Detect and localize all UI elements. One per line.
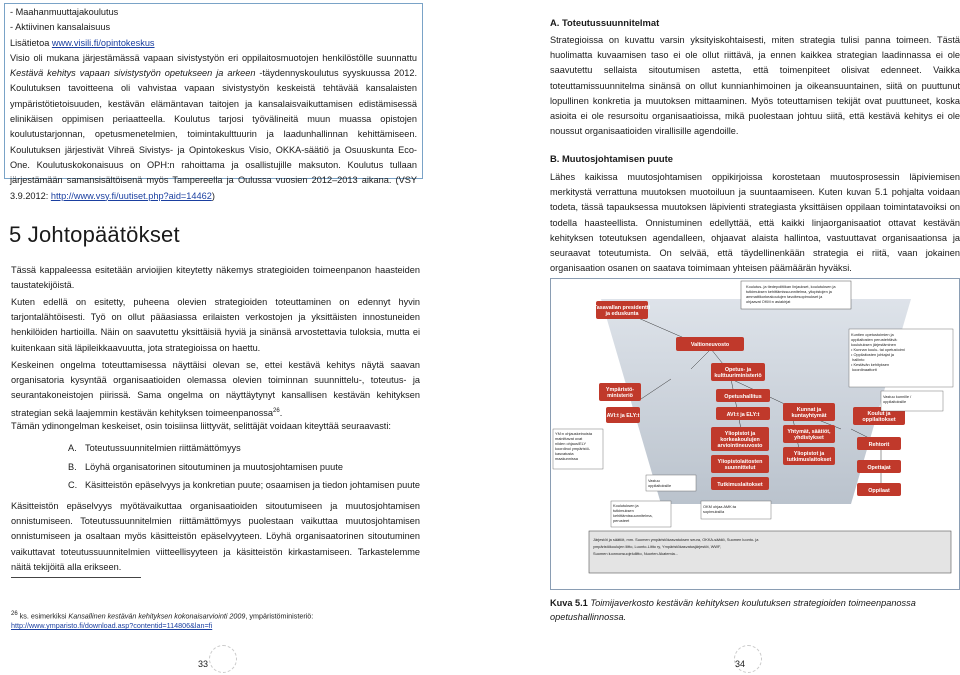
label-ylio: Yliopistot ja tutkimuslaitokset <box>786 451 832 463</box>
heading-b: B. Muutosjohtamisen puute <box>550 153 673 164</box>
box-line: - Aktiivinen kansalaisuus <box>10 22 111 33</box>
figure-diagram <box>550 278 960 590</box>
paragraph: Käsitteistön epäselvyys myötävaikuttaa organisaatioiden sitoutumiseen ja muutosjohtamisen onnistumiseen. Toteutussuunnitelmien riittämättömyys puolestaan vaikuttaa muutosjohtamisen onnistumiseen ja osaltaan myös käsitteistön epäselvyyteen. Löyhä organisaatorinen sitoutuminen vaikuttavat toteutussuunnitelmien viitteellisyyteen ja käsitteistön kirkastamiseen. Tarkastelemme näitä tekijöitä alla erikseen. <box>11 501 420 572</box>
page-number: 34 <box>734 659 745 669</box>
label-oppilaat: Oppilaat <box>868 488 890 494</box>
vsy-link[interactable]: http://www.vsy.fi/uutiset.php?aid=14462 <box>50 190 212 201</box>
right-note: Kuntien opetustoimien ja oppilaitosten perustehtävä: koulutuksen järjestäminen • Kunnan koulu- tai opetustoimi • Oppilaitosten johtajat ja hallinto • Kestävän kehityksen koordinaattorit <box>851 332 905 372</box>
label-rehtori: Rehtorit <box>868 442 890 448</box>
box-info: Lisätietoa www.visili.fi/opintokeskus <box>10 37 155 48</box>
page-number: 33 <box>197 659 208 669</box>
page-right <box>480 0 960 675</box>
list-item: B. Löyhä organisatorinen sitoutuminen ja muutosjohtamisen puute <box>68 462 343 472</box>
network-diagram <box>551 279 959 589</box>
figure-caption: Kuva 5.1 Toimijaverkosto kestävän kehityksen koulutuksen strategioiden toimeenpanossa opetushallinnossa. <box>550 598 916 622</box>
label-amk: Yliopistot ja korkeakoulujen arviointineuvosto <box>717 431 763 449</box>
paragraph: Tämän ydinongelman keskeiset, osin toisiinsa liittyvät, selittäjät voidaan kiteyttää seuraavasti: <box>11 421 391 431</box>
paragraph: Kuten edellä on esitetty, puheena olevien strategioiden toteuttaminen on edennyt hyvin tarjontalähtöisesti. Työ on ollut pääasiassa erilaisten verkostojen ja yksittäisten innostuneiden henkilöiden hartioilla. Näin on saavutettu yksittäisiä hyviä ja sinänsä arvostettavia tuloksia, mutta ei kuitenkaan sitä läpileikkaavuutta, jota strategioissa on haettu. <box>11 297 420 353</box>
label-yhtyma: Yhtymät, säätiöt, yhdistykset <box>787 429 831 441</box>
info-link[interactable]: www.visili.fi/opintokeskus <box>51 37 155 48</box>
label-president: Tasavallan presidentti ja eduskunta <box>593 305 651 317</box>
label-opet: Opettajat <box>867 465 891 471</box>
paragraph: Lähes kaikissa muutosjohtamisen oppikirjoissa korostetaan muutosprosessin läpiviemisen merkitystä verrattuna muutoksen muotoiluun ja suuntaamiseen. Kuten kuvan 5.1 pohjalta voidaan todeta, tässä tapauksessa muutoksen läpivienti strategiasta yksittäisen oppilaan toimintatavoiksi on todella haasteellista. Onnistuminen edellyttää, että kaikki linjaorganisaatiot ottavat kestävän kehityksen toteutuksen agendalleen, ohjaavat alaista hallintoa, vastuuttavat organisaationsa ja seuraavat toteutumista. On selvää, että täydellinenkään strategia ei riitä, vaan jokainen organisaation osanen on saatava toimimaan yhteisen päämäärän hyväksi. <box>550 172 960 274</box>
left-note: YM:n ohjauskeinoista mainittavat ovat niiden ohjaus/ELY koordinoi ympäristö-kasvatusta maakunnissa <box>555 431 592 461</box>
section-heading: 5 Johtopäätökset <box>9 222 180 247</box>
footnote-link[interactable]: http://www.ymparisto.fi/download.asp?contentid=114806&lan=fi <box>11 621 213 631</box>
footnote: $^{26}$ ks. esimerkiksi Kansallinen kestävän kehityksen kokonaisarviointi 2009, ympäristöministeriö: http://www.ymparisto.fi/download.asp?contentid=114806&lan=fi <box>11 611 314 631</box>
box-line: - Maahanmuuttajakoulutus <box>10 7 119 17</box>
list-item: A. Toteutussuunnitelmien riittämättömyys <box>68 443 241 453</box>
label-kunta: Kunnat ja kuntayhtymät <box>791 407 827 419</box>
box-paragraph: Visio oli mukana järjestämässä vapaan sivistystyön eri oppilaitosmuotojen henkilöstölle suunnattu Kestävä kehitys vapaan sivistystyön opetukseen ja arkeen -täydennyskoulutus syyskuussa 2012. Koulutuksen tavoitteena oli vahvistaa vapaan sivistystyön keskeistä tehtävää kansalaisten ympäristötietoisuuden, kestävän elämäntavan taitojen ja kansalaisvaikuttamisen edistämisessä elinikäisen oppimisen periaatteella. Koulutus tarjosi työvälineitä muun muassa opistojen koulutustarjonnan, opetusmenetelmien, toimintakulttuurin ja laadunhallinnan kehittämiseen. Koulutuksen järjestivät Vihreä Sivistys- ja Opintokeskus Visio, OKKA-säätiö ja Osuuskunta Eco-One. Koulutuskokonaisuus on OPH:n rahoittama ja osallistujille maksuton. Koulutus tullaan järjestämään samansisältöisenä myös Tampereella ja Oulussa vuosien 2012–2013 aikana. (VSY 3.9.2012: http://www.vsy.fi/uutiset.php?aid=14462) <box>10 52 418 201</box>
top-note: Koulutus- ja tiedepolitiikan linjaukset, koulutuksen ja tutkimuksen kehittämissuunnitelma, yliopistojen ja ammattikorkeakoulujen tavoitesopimukset ja ohjaavat OKM:n asiakirjat <box>746 284 836 304</box>
paragraph: Tässä kappaleessa esitetään arvioijien kiteytetty näkemys strategioiden toimeenpanon haasteiden taustatekijöistä. <box>11 265 420 291</box>
okm2-note: OKM ohjaa AMK:ta sopimuksilla <box>703 504 737 514</box>
label-ym: Ympäristö-ministeriö <box>605 387 635 399</box>
label-tutki: Tutkimuslaitokset <box>717 482 763 488</box>
label-okm: Opetus- ja kulttuuriministeriö <box>714 367 762 379</box>
heading-a: A. Toteutussuunnitelmat <box>550 17 660 28</box>
label-avi2: AVI:t ja ELY:t <box>726 412 760 418</box>
label-oph: Opetushallitus <box>724 394 762 400</box>
list-item: C. Käsitteistön epäselvyys ja konkretian puute; osaamisen ja tiedon johtamisen puute <box>68 480 421 490</box>
paragraph: Strategioissa on kuvattu varsin yksityiskohtaisesti, miten strategia tulisi panna toimeen. Tästä huolimatta kuvaamisen taso ei ole ollut riittävä, ja ennen kaikkea strategian laadinnassa ei ole saavutettu sellaista sitoutumisen astetta, että toimenpiteet olisivat edenneet. Vaikka toteuttamissuunnitelma sinänsä on ollut kunnianhimoinen ja oikeansuuntainen, siitä on puuttunut lopullinen konkretia ja muutoksen mittaaminen. Myös toteuttamisen tekijät ovat puuttuneet, koska asioita ei ole resursoitu organisaatioissa, mikä puolestaan johtuu siitä, että kestävä kehitys ei ole noussut organisaatioiden virallisille agendoille. <box>550 35 960 137</box>
info-box <box>4 3 423 201</box>
paragraph: Keskeinen ongelma toteuttamisessa näyttäisi olevan se, ettei kestävä kehitys näytä saavan organisatoria kysyntää organisaatioiden olemassa olevien toiminnan suunnittelu-, toteutus- ja seurantakoneistojen piirissä. Sama ongelma on näyttäytynyt kansallisen kestävän kehityksen strategian sekä laajemmin kestävän kehityksen toimeenpanossa$^{26}$. <box>11 360 420 418</box>
vastuu2-note: Vastuu kunnille / oppilaitoksille <box>883 394 912 404</box>
footnote-divider <box>11 577 141 578</box>
label-avi1: AVI:t ja ELY:t <box>606 413 640 419</box>
label-koulut: Koulut ja oppilaitokset <box>862 411 896 423</box>
bottom-note: Järjestöt ja säätiöt, mm. Suomen ympäristökasvatuksen seura, OKKA-säätiö, Suomen luonto- ja ympäristökoulujen liitto, Luonto-Liitto ry, Ympäristökasvatusjärjestöt, WWF, Suomen luonnonsuojeluliitto, Nuorten Akatemia... <box>593 537 759 556</box>
label-vapaa: Yliopistolaitosten suunnittelut <box>717 459 763 471</box>
vastuu-note: Vastuu oppilaitoksille <box>648 478 672 488</box>
label-valtioneuvosto: Valtioneuvosto <box>690 342 730 348</box>
mid-note: Koulutuksen ja tutkimuksen kehittämissuunnitelma, perusteet <box>613 503 653 523</box>
